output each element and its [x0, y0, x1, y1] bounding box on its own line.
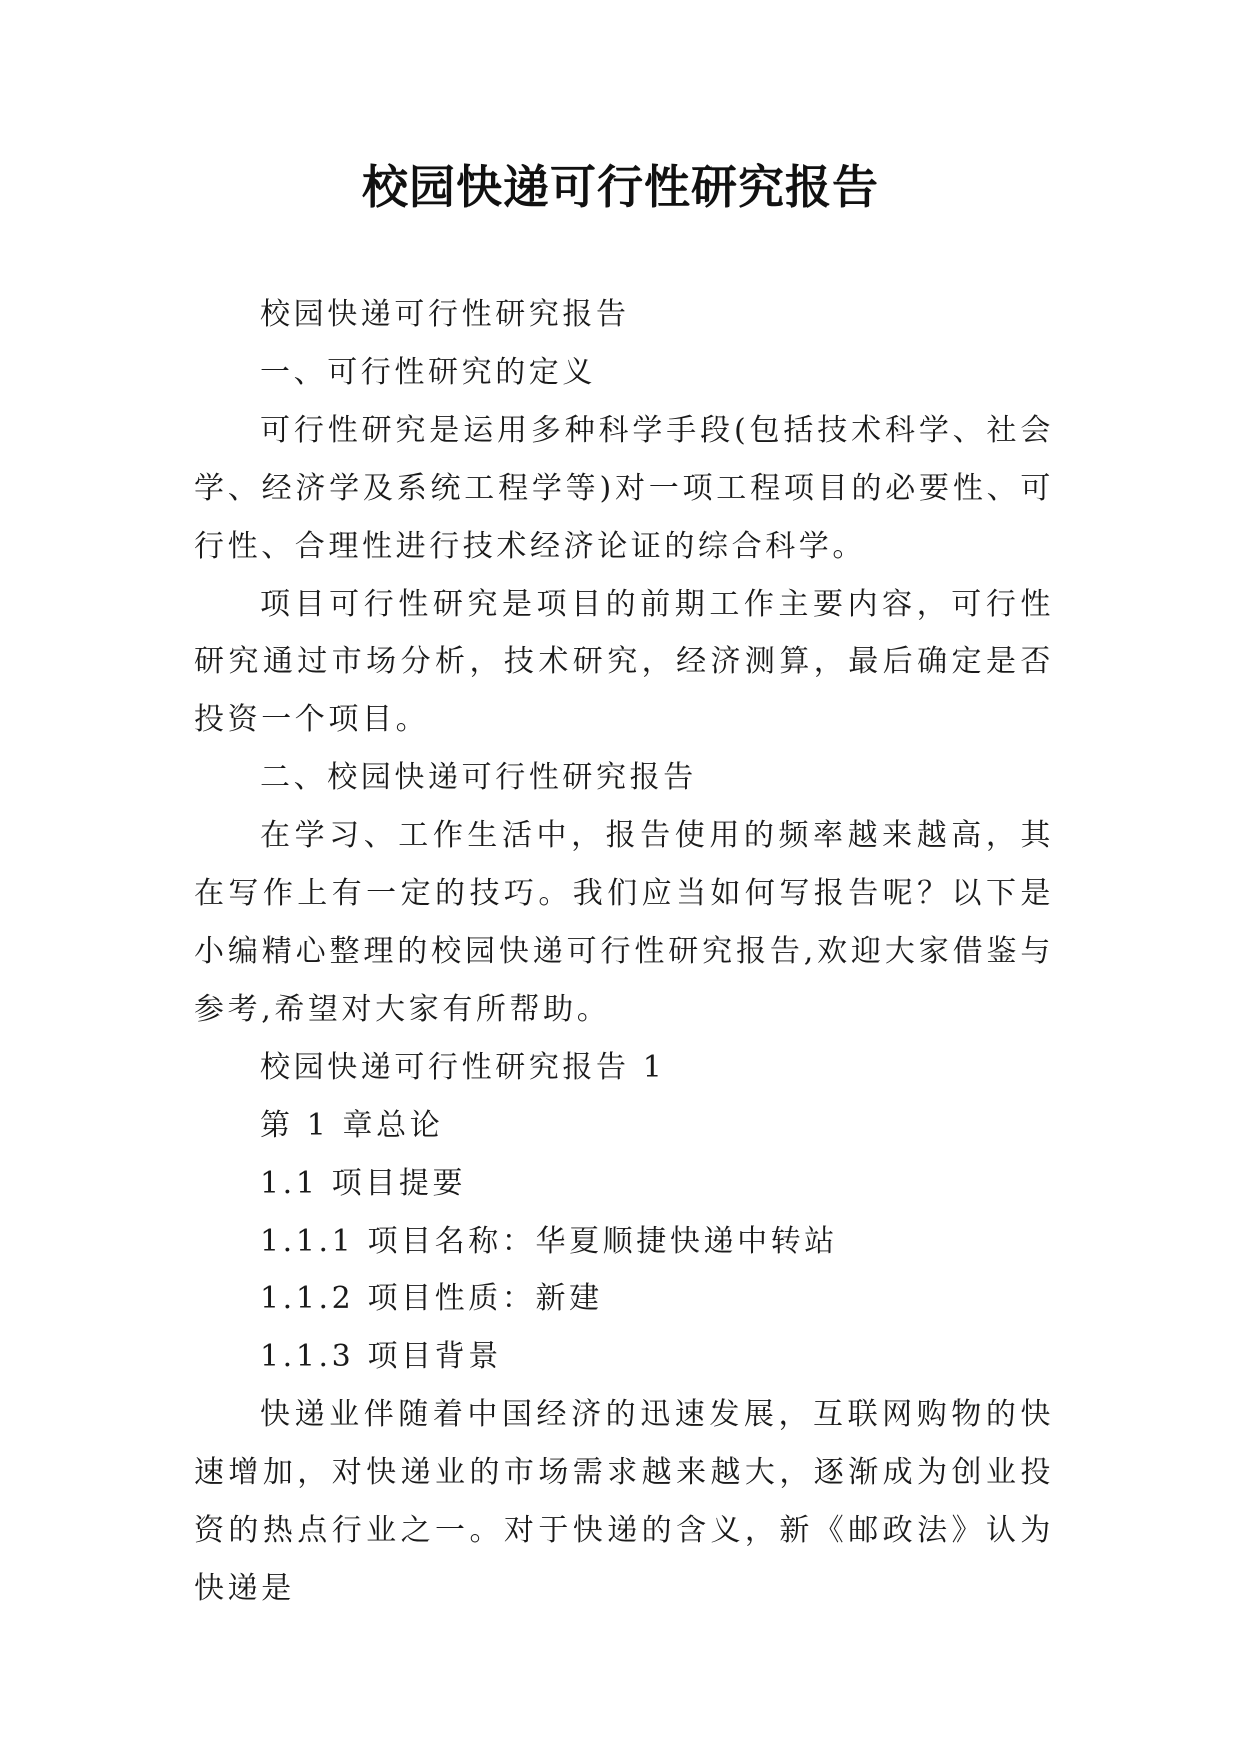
document-title: 校园快递可行性研究报告: [362, 160, 879, 214]
paragraph-heading-title: 校园快递可行性研究报告: [260, 297, 630, 332]
paragraph-introduction: 在学习、工作生活中，报告使用的频率越来越高，其在写作上有一定的技巧。我们应当如何写报告呢？以下是小编精心整理的校园快递可行性研究报告,欢迎大家借鉴与参考,希望对大家有所帮助。: [194, 818, 1054, 1027]
paragraph-definition: 可行性研究是运用多种科学手段(包括技术科学、社会学、经济学及系统工程学等)对一项工程项目的必要性、可行性、合理性进行技术经济论证的综合科学。: [194, 412, 1054, 564]
item-project-name: 1.1.1 项目名称：华夏顺捷快递中转站: [260, 1223, 838, 1259]
item-project-background: 1.1.3 项目背景: [260, 1339, 502, 1375]
report-heading-1: 校园快递可行性研究报告 1: [260, 1049, 666, 1085]
item-project-nature: 1.1.2 项目性质：新建: [260, 1281, 603, 1317]
document-body: [194, 286, 1054, 1618]
section-heading-definition: 一、可行性研究的定义: [260, 354, 596, 390]
paragraph-background: 快递业伴随着中国经济的迅速发展，互联网购物的快速增加，对快递业的市场需求越来越大，逐渐成为创业投资的热点行业之一。对于快递的含义，新《邮政法》认为快递是: [194, 1397, 1054, 1606]
chapter-heading-1: 第 1 章总论: [260, 1107, 444, 1143]
subsection-heading-1-1: 1.1 项目提要: [260, 1165, 467, 1201]
paragraph-project-study: 项目可行性研究是项目的前期工作主要内容，可行性研究通过市场分析，技术研究，经济测算，最后确定是否投资一个项目。: [194, 586, 1054, 738]
section-heading-report: 二、校园快递可行性研究报告: [260, 760, 697, 796]
